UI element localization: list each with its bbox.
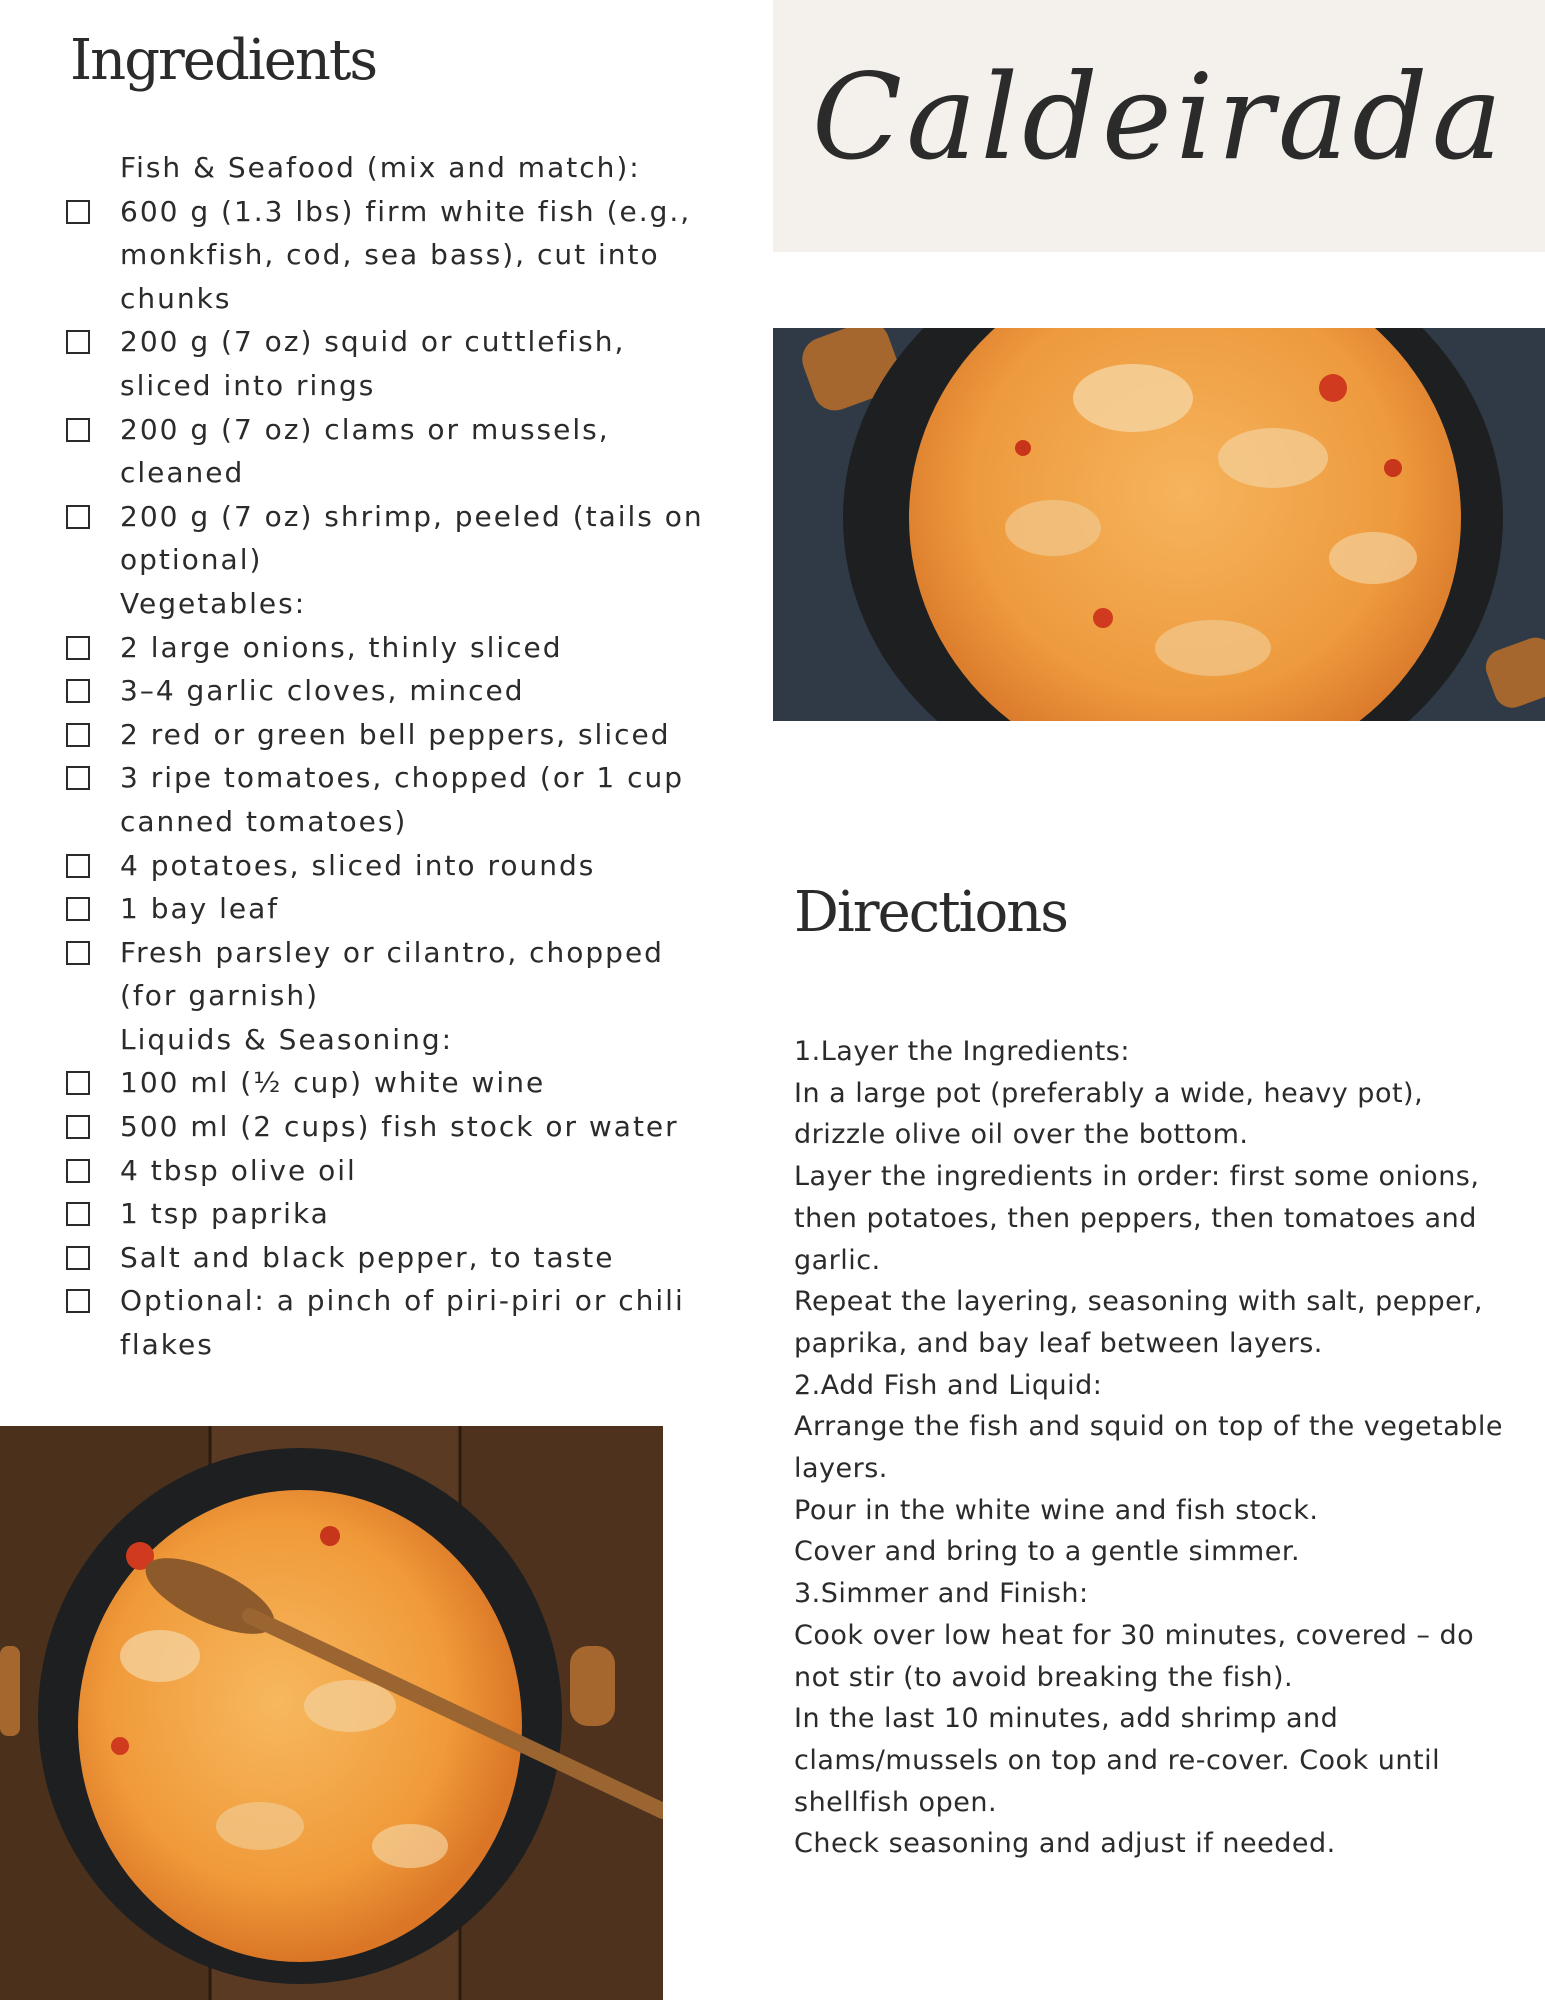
direction-line: In a large pot (preferably a wide, heavy pot), drizzle olive oil over the bottom.: [794, 1077, 1424, 1151]
ingredient-text: 2 red or green bell peppers, sliced: [120, 717, 671, 751]
ingredient-checkbox[interactable]: [66, 1202, 90, 1226]
ingredient-checkbox[interactable]: [66, 200, 90, 224]
ingredient-text: Fresh parsley or cilantro, chopped (for garnish): [120, 935, 664, 1013]
ingredient-checkbox[interactable]: [66, 941, 90, 965]
ingredient-line: [66, 756, 726, 843]
ingredient-checkbox[interactable]: [66, 418, 90, 442]
ingredient-checkbox[interactable]: [66, 766, 90, 790]
stew-photo-bottom: [0, 1426, 663, 2000]
direction-step-title: 1.Layer the Ingredients:: [794, 1036, 1130, 1067]
direction-line: Repeat the layering, seasoning with salt, pepper, paprika, and bay leaf between layers.: [794, 1286, 1483, 1359]
direction-line: Cook over low heat for 30 minutes, covered – do not stir (to avoid breaking the fish).: [794, 1619, 1475, 1693]
ingredient-text: Liquids & Seasoning:: [120, 1022, 454, 1056]
ingredient-checkbox[interactable]: [66, 723, 90, 747]
ingredient-checkbox[interactable]: [66, 1289, 90, 1313]
ingredient-line: [66, 1279, 726, 1366]
ingredient-text: 2 large onions, thinly sliced: [120, 630, 563, 664]
ingredient-text: Salt and black pepper, to taste: [120, 1240, 615, 1274]
ingredient-list: [66, 146, 726, 1367]
ingredient-text: Vegetables:: [120, 586, 307, 620]
recipe-title: Caldeirada: [811, 48, 1507, 186]
ingredient-checkbox[interactable]: [66, 330, 90, 354]
ingredient-text: 3–4 garlic cloves, minced: [120, 674, 525, 708]
ingredient-line: [66, 582, 726, 626]
ingredient-checkbox[interactable]: [66, 1246, 90, 1270]
ingredient-text: 200 g (7 oz) shrimp, peeled (tails on optional): [120, 499, 704, 577]
stew-photo-bottom-image: [0, 1426, 663, 2000]
ingredient-line: [66, 1192, 726, 1236]
ingredient-text: Fish & Seafood (mix and match):: [120, 151, 641, 184]
ingredient-line: [66, 844, 726, 888]
ingredient-text: 1 tsp paprika: [120, 1197, 330, 1231]
ingredient-line: [66, 887, 726, 931]
ingredient-text: 500 ml (2 cups) fish stock or water: [120, 1110, 679, 1144]
ingredient-text: 3 ripe tomatoes, chopped (or 1 cup canned tomatoes): [120, 761, 684, 838]
directions-body: [794, 1031, 1514, 1865]
ingredient-text: 4 tbsp olive oil: [120, 1153, 357, 1187]
ingredient-checkbox[interactable]: [66, 505, 90, 529]
direction-line: Pour in the white wine and fish stock.: [794, 1494, 1319, 1526]
ingredient-line: [66, 495, 726, 582]
ingredient-line: [66, 408, 726, 495]
ingredient-line: [66, 146, 726, 190]
direction-line: Layer the ingredients in order: first some onions, then potatoes, then peppers, then tomatoes and garlic.: [794, 1161, 1480, 1276]
title-panel: [773, 0, 1545, 252]
stew-photo-top-image: [773, 328, 1545, 721]
directions-heading: Directions: [794, 880, 1068, 945]
ingredient-text: 200 g (7 oz) squid or cuttlefish, sliced into rings: [120, 325, 626, 402]
direction-line: Check seasoning and adjust if needed.: [794, 1828, 1336, 1860]
ingredient-line: [66, 1236, 726, 1280]
ingredient-text: 600 g (1.3 lbs) firm white fish (e.g., monkfish, cod, sea bass), cut into chunks: [120, 194, 692, 315]
ingredient-line: [66, 1149, 726, 1193]
ingredient-checkbox[interactable]: [66, 897, 90, 921]
ingredient-line: [66, 320, 726, 407]
ingredient-text: 200 g (7 oz) clams or mussels, cleaned: [120, 412, 610, 490]
ingredient-line: [66, 931, 726, 1018]
direction-line: In the last 10 minutes, add shrimp and clams/mussels on top and re-cover. Cook until shellfish open.: [794, 1703, 1441, 1818]
ingredient-line: [66, 1105, 726, 1149]
ingredient-checkbox[interactable]: [66, 679, 90, 703]
stew-photo-top: [773, 328, 1545, 721]
ingredient-text: 100 ml (½ cup) white wine: [120, 1066, 546, 1100]
ingredient-text: Optional: a pinch of piri-piri or chili flakes: [120, 1284, 685, 1362]
ingredient-line: [66, 1018, 726, 1062]
ingredient-line: [66, 190, 726, 321]
direction-step-title: 3.Simmer and Finish:: [794, 1578, 1089, 1610]
direction-line: Cover and bring to a gentle simmer.: [794, 1536, 1301, 1568]
ingredient-line: [66, 669, 726, 713]
direction-line: Arrange the fish and squid on top of the vegetable layers.: [794, 1411, 1504, 1485]
ingredient-checkbox[interactable]: [66, 1071, 90, 1095]
ingredient-line: [66, 1061, 726, 1105]
ingredient-line: [66, 713, 726, 757]
ingredient-checkbox[interactable]: [66, 636, 90, 660]
ingredient-text: 1 bay leaf: [120, 892, 280, 926]
direction-step-title: 2.Add Fish and Liquid:: [794, 1369, 1103, 1401]
ingredient-text: 4 potatoes, sliced into rounds: [120, 848, 596, 882]
ingredients-heading: Ingredients: [70, 28, 377, 93]
ingredient-line: [66, 626, 726, 670]
ingredient-checkbox[interactable]: [66, 854, 90, 878]
ingredient-checkbox[interactable]: [66, 1159, 90, 1183]
ingredient-checkbox[interactable]: [66, 1115, 90, 1139]
